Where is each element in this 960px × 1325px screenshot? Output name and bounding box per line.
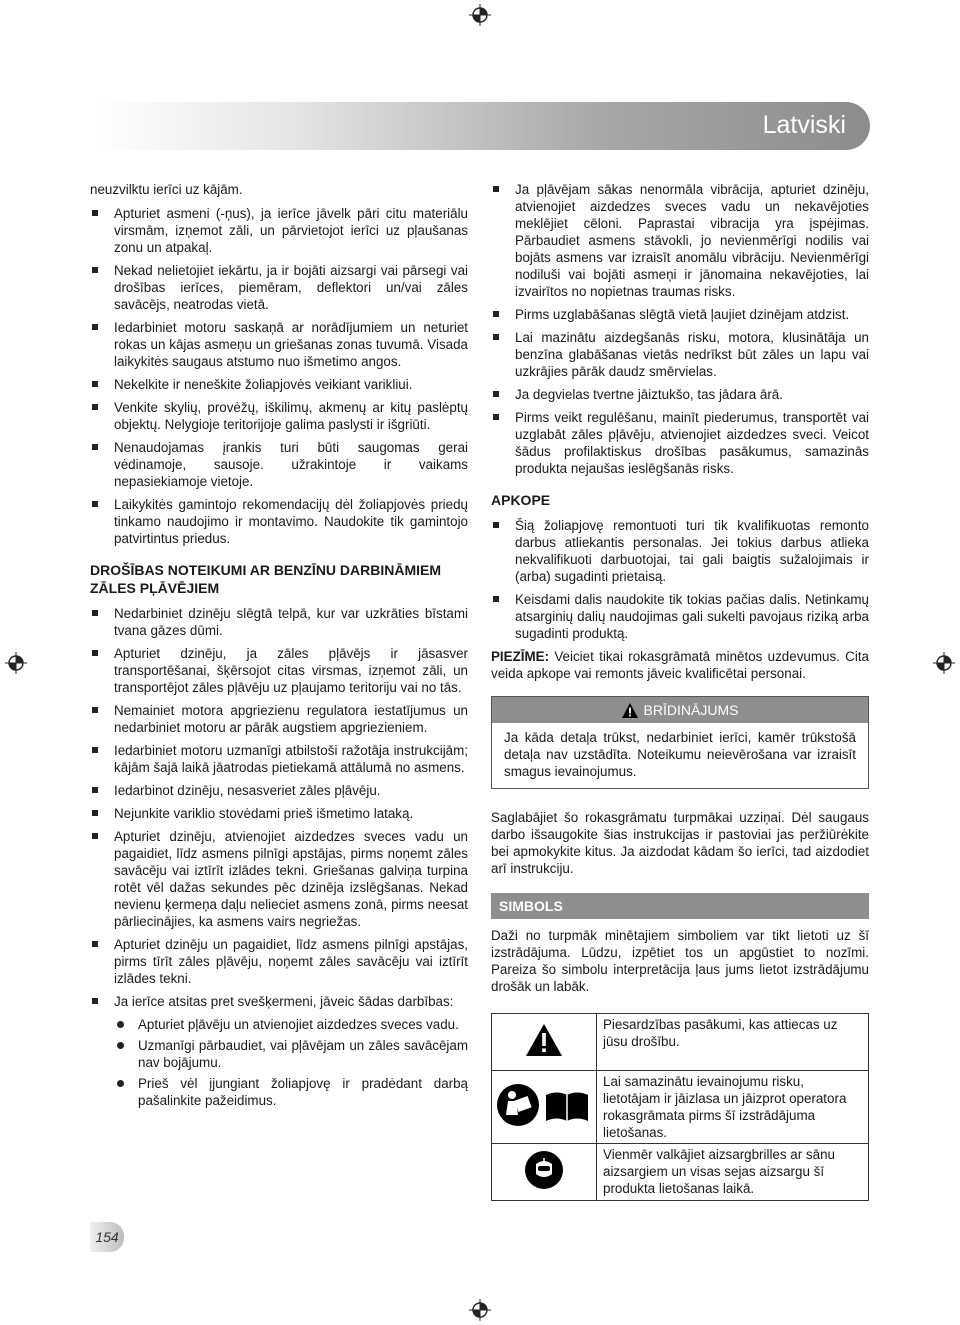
list-item: Lai mazinātu aizdegšanās risku, motora, klusinātāja un benzīna glabāšanas vietās nedrīkst būt zāles un lapu vai uzkrājies pārāk daudz smērvielas.: [491, 329, 869, 380]
right-column: [491, 181, 869, 1201]
list-item: Laikykitės gamintojo rekomendacijų dėl žoliapjovės priedų tinkamo naudojimo ir montavimo. Naudokite tik gamintojo patvirtintus priedus.: [90, 496, 468, 547]
table-row: [492, 1014, 869, 1071]
list-item: Iedarbinot dzinēju, nesasveriet zāles pļāvēju.: [90, 782, 468, 799]
note-label: PIEZĪME:: [491, 649, 550, 664]
list-item: Nenaudojamas įrankis turi būti saugomas gerai vėdinamoje, sausoje. užrakintoje ir vaikams nepasiekiamoje vietoje.: [90, 439, 468, 490]
registration-mark-icon: [469, 4, 491, 26]
simbols-intro: Daži no turpmāk minētajiem simboliem var tikt lietoti uz šī izstrādājuma. Lūdzu, izpētiet tos un apgūstiet to nozīmi. Pareiza šo simbolu interpretācija ļaus jums lietot izstrādājumu drošāk un labāk.: [491, 928, 869, 994]
list-item: Apturiet asmeni (-ņus), ja ierīce jāvelk pāri citu materiālu virsmām, izņemot zāli, un pārvietojot ierīci uz pļaušanas zonu un atpakaļ.: [90, 205, 468, 256]
list-item: Pirms uzglabāšanas slēgtā vietā ļaujiet dzinējam atdzist.: [491, 306, 869, 323]
list-item: Nejunkite variklio stovėdami prieš išmetimo lataką.: [90, 805, 468, 822]
list-item: Šią žoliapjovę remontuoti turi tik kvalifikuotas remonto darbus atliekantis personalas. Jei tokius darbus atlieka nekvalifikuoti darbuotojai, tai gali baigtis sužalojimais ir (arba) sugadinti prietaisą.: [491, 517, 869, 585]
list-item: Nekad nelietojiet iekārtu, ja ir bojāti aizsargi vai pārsegi vai drošības ierīces, piemēram, deflektori un/vai zāles savācējs, neatrodas vietā.: [90, 262, 468, 313]
list-item: Nekelkite ir neneškite žoliapjovės veikiant varikliui.: [90, 376, 468, 393]
registration-mark-icon: [5, 652, 27, 674]
warning-triangle-icon: [622, 703, 638, 718]
symbol-description: Vienmēr valkājiet aizsargbrilles ar sānu aizsargiem un visas sejas aizsargu šī produkta lietošanas laikā.: [597, 1144, 869, 1201]
warning-title-bar: [492, 697, 868, 723]
warning-triangle-icon: [526, 1024, 562, 1056]
left-column: [90, 181, 468, 1113]
list-item: Iedarbiniet motoru saskaņā ar norādījumiem un neturiet rokas un kājas asmeņu un griešanas zonas tuvumā. Visada laikykitės saugaus atstumo nuo išmetimo angos.: [90, 319, 468, 370]
symbol-icon-cell: [492, 1014, 597, 1071]
list-item: Pirms veikt regulēšanu, mainīt piederumus, transportēt vai uzglabāt zāles pļāvēju, atvienojiet aizdedzes sveci. Veicot šādus profilaktiskus drošības pasākumus, samazinās produkta nejaušas ieslēgšanās risks.: [491, 409, 869, 477]
warning-text: Ja kāda detaļa trūkst, nedarbiniet ierīci, kamēr trūkstošā detaļa nav uzstādīta. Noteikumu neievērošana var izraisīt smagus ievainojumus.: [504, 730, 856, 779]
list-item: Apturiet dzinēju, ja zāles pļāvējs ir jāsasver transportēšanai, šķērsojot citas virsmas, izņemot zāli, un transportējot zāles pļāvēju uz pļaujamo teritoriju vai no tās.: [90, 645, 468, 696]
list-item: Apturiet dzinēju un pagaidiet, līdz asmens pilnīgi apstājas, pirms tīrīt zāles pļāvēju, noņemt zāles savācēju vai iztīrīt izlādes tekni.: [90, 936, 468, 987]
read-manual-icon: [496, 1081, 592, 1129]
list-item: Keisdami dalis naudokite tik tokias pačias dalis. Netinkamų atsarginių dalių naudojimas gali sukelti pavojaus riziką arba sugadinti produktą.: [491, 591, 869, 642]
table-row: [492, 1144, 869, 1201]
registration-mark-icon: [469, 1299, 491, 1321]
symbol-description: Piesardzības pasākumi, kas attiecas uz jūsu drošību.: [597, 1014, 869, 1071]
note-text: Veiciet tikai rokasgrāmatā minētos uzdevumus. Cita veida apkope vai remonts jāveic kvalificētai personai.: [491, 649, 869, 681]
sub-list-item: Prieš vėl įjungiant žoliapjovę ir pradėdant darbą pašalinkite pažeidimus.: [90, 1075, 468, 1109]
save-manual-paragraph: Saglabājiet šo rokasgrāmatu turpmākai uzziņai. Dėl saugaus darbo išsaugokite šias instrukcijas ir pastoviai jas peržiūrėkite bei apmokykite kitus. Ja aizdodat kādam šo ierīci, tad aizdodiet arī instrukciju.: [491, 810, 869, 876]
symbol-description: Lai samazinātu ievainojumu risku, lietotājam ir jāizlasa un jāizprot operatora rokasgrāmata pirms šī izstrādājuma lietošanas.: [597, 1071, 869, 1144]
note-paragraph: [491, 648, 869, 682]
apkope-heading: APKOPE: [491, 492, 551, 508]
page-number: 154: [90, 1222, 124, 1252]
symbol-icon-cell: [492, 1071, 597, 1144]
symbols-table: [491, 1013, 869, 1201]
list-item: Ja pļāvējam sākas nenormāla vibrācija, apturiet dzinēju, atvienojiet aizdedzes sveces vadu un nekavējoties meklējiet cēloni. Paprastai vibracija yra įspėjimas. Pārbaudiet asmens stāvokli, jo nevienmērīgi nodilis vai bojāts asmens var izraisīt anomālu vibrāciju. Nevienmērīgi nodiluši vai bojāti asmeņi ir jānomaina nekavējoties, lai izvairītos no nopietnas traumas risks.: [491, 181, 869, 300]
list-item: Nemainiet motora apgriezienu regulatora iestatījumus un nedarbiniet motoru ar pārāk augstiem apgriezieniem.: [90, 702, 468, 736]
sub-list-item: Apturiet pļāvēju un atvienojiet aizdedzes sveces vadu.: [90, 1016, 468, 1033]
warning-box: [491, 696, 869, 789]
list-item: Apturiet dzinēju, atvienojiet aizdedzes sveces vadu un pagaidiet, līdz asmens pilnīgi apstājas, pirms noņemt zāles savācēju vai iztīrīt izlādes tekni. Griešanas galviņa turpina rotēt vēl dažas sekundes pēc dzinēja izslēgšanas. Nekad nevienu ķermeņa daļu nelieciet asmens zonā, pirms neesat pārliecinājies, ka asmens vairs negriežas.: [90, 828, 468, 930]
warning-title: BRĪDINĀJUMS: [643, 702, 739, 718]
eye-protection-icon: [524, 1150, 564, 1190]
language-header-band: [95, 102, 870, 150]
list-item: Ja ierīce atsitas pret svešķermeni, jāveic šādas darbības:: [90, 993, 468, 1010]
registration-mark-icon: [933, 652, 955, 674]
symbol-icon-cell: [492, 1144, 597, 1201]
intro-line: neuzvilktu ierīci uz kājām.: [90, 182, 243, 197]
section-heading: DROŠĪBAS NOTEIKUMI AR BENZĪNU DARBINĀMIEM ZĀLES PĻĀVĒJIEM: [90, 562, 442, 596]
table-row: [492, 1071, 869, 1144]
sub-list-item: Uzmanīgi pārbaudiet, vai pļāvējam un zāles savācējam nav bojājumu.: [90, 1037, 468, 1071]
list-item: Iedarbiniet motoru uzmanīgi atbilstoši ražotāja instrukcijām; kājām šajā laikā jāatrodas pietiekamā attālumā no asmens.: [90, 742, 468, 776]
simbols-heading: SIMBOLS: [491, 893, 869, 919]
list-item: Nedarbiniet dzinēju slēgtā telpā, kur var uzkrāties bīstami tvana gāzes dūmi.: [90, 605, 468, 639]
list-item: Venkite skylių, provėžų, iškilimų, akmenų ar kitų paslėptų objektų. Nelygioje teritorijoje galima paslysti ir išgriūti.: [90, 399, 468, 433]
list-item: Ja degvielas tvertne jāiztukšo, tas jādara ārā.: [491, 386, 869, 403]
language-title: Latviski: [762, 111, 846, 139]
